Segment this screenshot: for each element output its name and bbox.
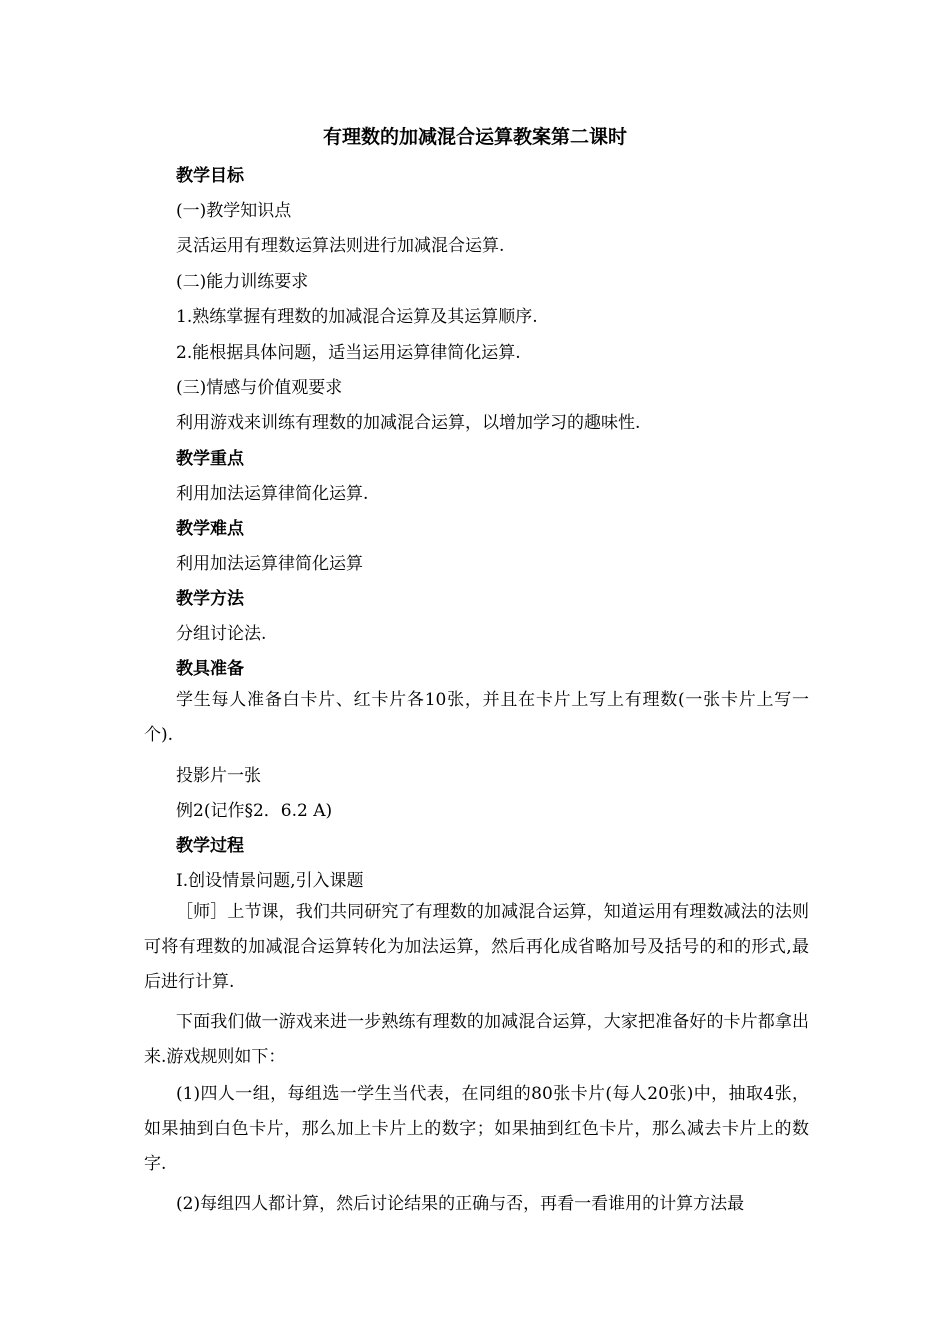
knowledge-text: 灵活运用有理数运算法则进行加减混合运算. [176, 236, 505, 256]
heading-objectives: 教学目标 [176, 166, 244, 186]
difficulties-text: 利用加法运算律简化运算 [176, 554, 363, 574]
materials-text: 学生每人准备白卡片、红卡片各10张，并且在卡片上写上有理数(一张卡片上写一个). [144, 690, 809, 745]
ability-heading: (二)能力训练要求 [176, 272, 309, 292]
ability-item-2: 2.能根据具体问题，适当运用运算律简化运算. [176, 343, 521, 363]
document-title: 有理数的加减混合运算教案第二课时 [322, 126, 627, 148]
process-para-1: ［师］上节课，我们共同研究了有理数的加减混合运算，知道运用有理数减法的法则可将有理数的加减混合运算转化为加法运算，然后再化成省略加号及括号的和的形式,最后进行计算. [144, 902, 809, 992]
process-section-1: Ⅰ.创设情景问题,引入课题 [176, 871, 364, 891]
materials-projector: 投影片一张 [176, 766, 261, 786]
emotion-text: 利用游戏来训练有理数的加减混合运算，以增加学习的趣味性. [176, 413, 641, 433]
method-text: 分组讨论法. [176, 624, 267, 644]
game-rule-1: (1)四人一组，每组选一学生当代表，在同组的80张卡片(每人20张)中，抽取4张，如果抽到白色卡片，那么加上卡片上的数字；如果抽到红色卡片，那么减去卡片上的数字. [144, 1084, 809, 1174]
heading-difficulties: 教学难点 [176, 519, 244, 539]
heading-materials: 教具准备 [176, 659, 244, 679]
heading-process: 教学过程 [176, 836, 244, 856]
materials-example: 例2(记作§2．6.2 A) [176, 801, 333, 821]
key-points-text: 利用加法运算律简化运算. [176, 484, 369, 504]
heading-key-points: 教学重点 [176, 449, 244, 469]
heading-method: 教学方法 [176, 589, 244, 609]
game-rule-2: (2)每组四人都计算，然后讨论结果的正确与否，再看一看谁用的计算方法最 [176, 1194, 745, 1214]
process-para-2: 下面我们做一游戏来进一步熟练有理数的加减混合运算，大家把准备好的卡片都拿出来.游戏规则如下： [144, 1012, 809, 1067]
ability-item-1: 1.熟练掌握有理数的加减混合运算及其运算顺序. [176, 307, 538, 327]
knowledge-heading: (一)教学知识点 [176, 201, 292, 221]
emotion-heading: (三)情感与价值观要求 [176, 378, 343, 398]
